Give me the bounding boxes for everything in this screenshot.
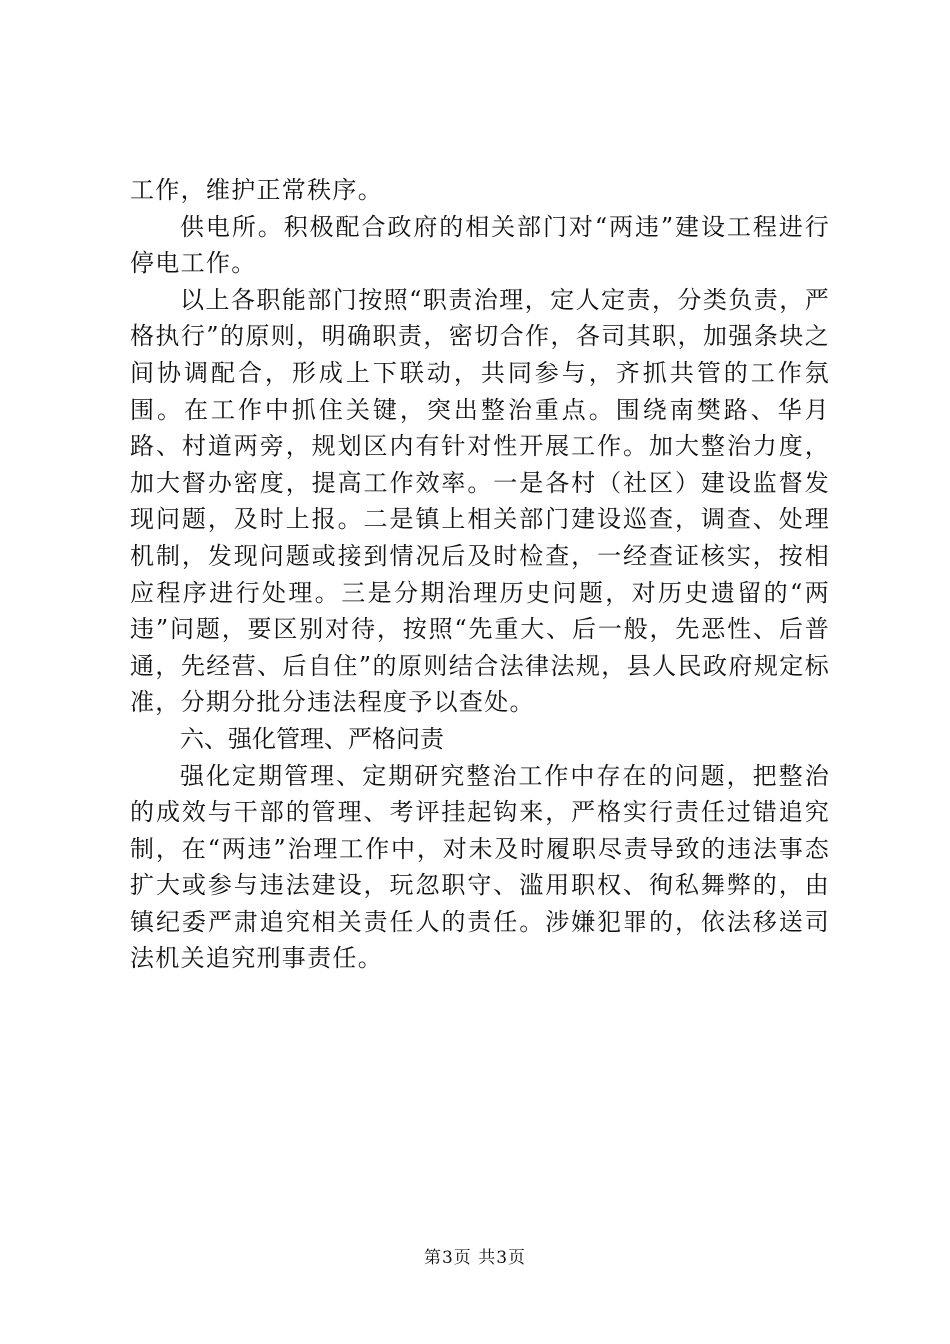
document-body — [130, 172, 830, 977]
section-heading: 六、强化管理、严格问责 — [180, 724, 444, 753]
paragraph-continuation: 工作，维护正常秩序。 — [130, 176, 383, 204]
paragraph-departments: 以上各职能部门按照“职责治理，定人定责，分类负责，严格执行”的原则，明确职责，密切合作，各司其职，加强条块之间协调配合，形成上下联动，共同参与，齐抓共管的工作氛围。在工作中抓住关键，突出整治重点。围绕南樊路、华月路、村道两旁，规划区内有针对性开展工作。加大整治力度，加大督办密度，提高工作效率。一是各村（社区）建设监督发现问题，及时上报。二是镇上相关部门建设巡查，调查、处理机制，发现问题或接到情况后及时检查，一经查证核实，按相应程序进行处理。三是分期治理历史问题，对历史遗留的“两违”问题，要区别对待，按照“先重大、后一般，先恶性、后普通，先经营、后自住”的原则结合法律法规，县人民政府规定标准，分期分批分违法程度予以查处。 — [130, 285, 830, 717]
paragraph-power-supply: 供电所。积极配合政府的相关部门对“两违”建设工程进行停电工作。 — [130, 212, 830, 278]
page-footer: 第3页 共3页 — [423, 1248, 527, 1268]
paragraph-accountability: 强化定期管理、定期研究整治工作中存在的问题，把整治的成效与干部的管理、考评挂起钩来，严格实行责任过错追究制，在“两违”治理工作中，对未及时履职尽责导致的违法事态扩大或参与违法建设，玩忽职守、滥用职权、徇私舞弊的，由镇纪委严肃追究相关责任人的责任。涉嫌犯罪的，依法移送司法机关追究刑事责任。 — [130, 761, 830, 973]
